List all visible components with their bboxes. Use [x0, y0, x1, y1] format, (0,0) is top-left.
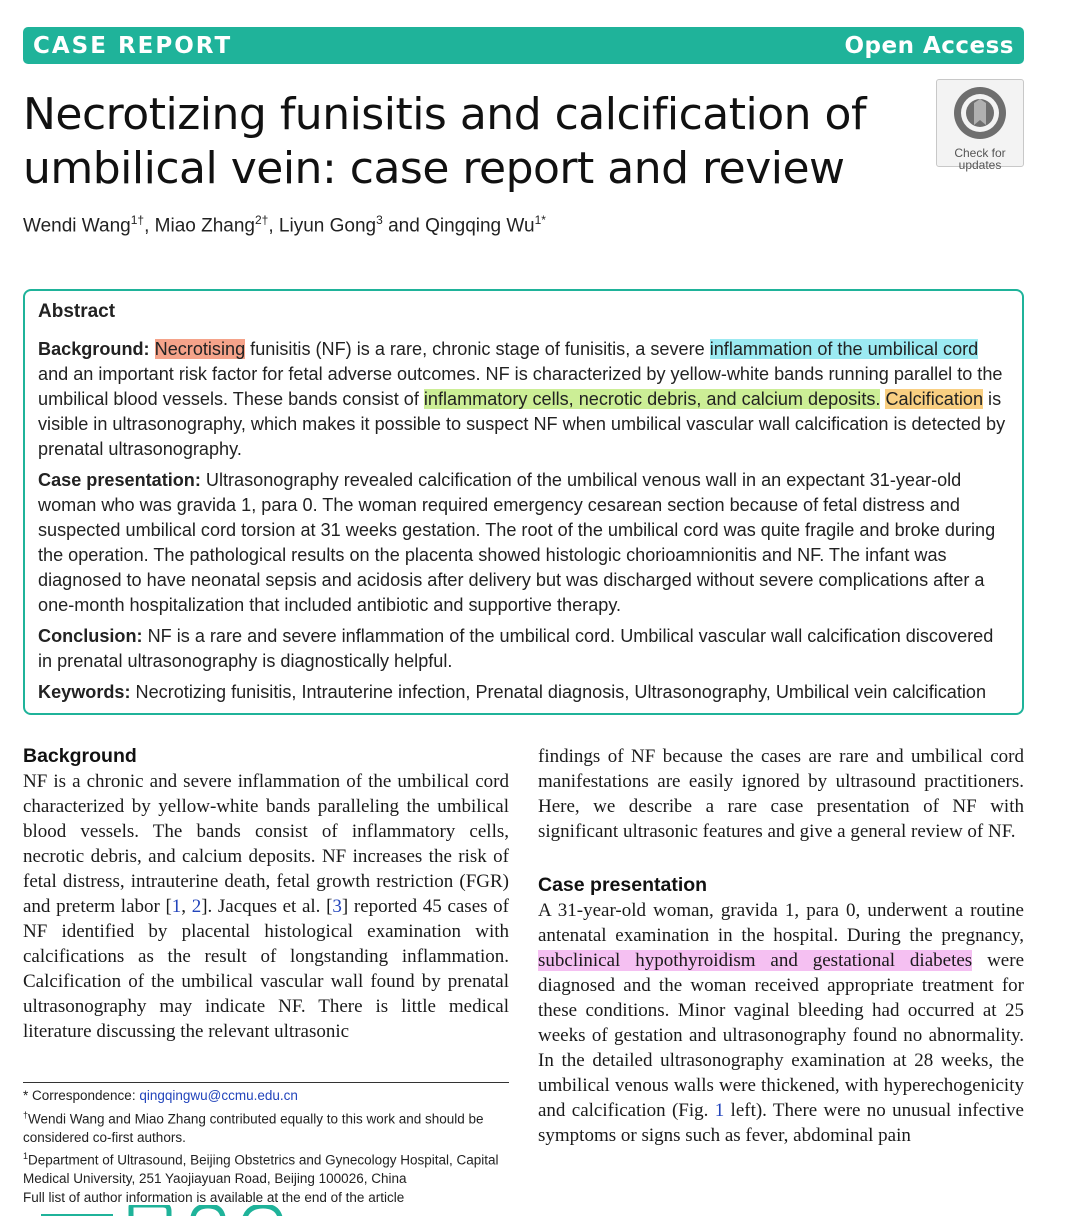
highlight: inflammation of the umbilical cord: [709, 339, 979, 359]
section-heading-case-presentation: Case presentation: [538, 874, 708, 896]
author-affiliation: 3: [376, 213, 383, 227]
author-affiliation: 1†: [130, 213, 145, 227]
citation-link[interactable]: 3: [332, 896, 342, 917]
footnotes: [23, 1082, 509, 1207]
article-type-banner: [23, 27, 1024, 64]
affiliation-note: $^1$Department of Ultrasound, Beijing Obstetrics and Gynecology Hospital, Capital Medical University, 251 Yaojiayuan Road, Beijing 100026, China: [23, 1151, 499, 1186]
abstract-background: Background: Necrotising funisitis (NF) is a rare, chronic stage of funisitis, a severe inflammation of the umbilical cord and an important risk factor for fetal adverse outcomes. NF is characterized by yellow-white bands running parallel to the umbilical blood vessels. These bands consist of inflammatory cells, necrotic debris, and calcium deposits. Calcification is visible in ultrasonography, which makes it possible to suspect NF when umbilical vascular wall calcification is detected by prenatal ultrasonography.: [38, 339, 1006, 459]
author: Wendi Wang: [23, 215, 131, 237]
author-list: Wendi Wang$^{1\dagger}$, Miao Zhang$^{2\dagger}$, Liyun Gong$^3$ and Qingqing $Wu^{1*}$: [23, 213, 546, 237]
highlight: Calcification: [885, 389, 984, 409]
section-heading-background: Background: [23, 745, 137, 767]
contribution-note: †Wendi Wang and Miao Zhang contributed equally to this work and should be considered co-first authors.: [23, 1109, 484, 1145]
correspondence-email-link[interactable]: qingqingwu@ccmu.edu.cn: [139, 1088, 298, 1103]
check-for-updates-button[interactable]: [936, 79, 1024, 172]
highlight: subclinical hypothyroidism and gestational diabetes: [538, 950, 973, 971]
correspondence-note: * Correspondence: qingqingwu@ccmu.edu.cn: [23, 1088, 298, 1103]
abstract-heading: Abstract: [38, 301, 116, 322]
abstract-conclusion: Conclusion: NF is a rare and severe inflammation of the umbilical cord. Umbilical vascular wall calcification discovered in prenatal ultrasonography is diagnostically helpful.: [38, 626, 994, 671]
author: Qingqing Wu: [425, 215, 535, 237]
article-title: Necrotizing funisitis and calcification of umbilical vein: case report and review: [23, 89, 866, 194]
figure-link[interactable]: 1: [714, 1100, 725, 1121]
case-report-label: CASE REPORT: [33, 32, 233, 59]
abstract-box: [23, 289, 1024, 715]
background-paragraph-continued: findings of NF because the cases are rare and umbilical cord manifestations are easily ignored by ultrasound practitioners. Here, we describe a rare case presentation of NF with significant ultrasonic features and give a general review of NF.: [538, 746, 1024, 842]
check-updates-icon: [952, 85, 1008, 141]
left-column: [23, 744, 509, 1044]
author-info-note: Full list of author information is available at the end of the article: [23, 1189, 405, 1205]
case-presentation-paragraph: A 31-year-old woman, gravida 1, para 0, underwent a routine antenatal examination in the hospital. During the pregnancy, subclinical hypothyroidism and gestational diabetes were diagnosed and the woman received appropriate treatment for these conditions. Minor vaginal bleeding had occurred at 25 weeks of gestation and ultrasonography found no abnormality. In the detailed ultrasonography examination at 28 weeks, the umbilical venous walls were thickened, with hyperechogenicity and calcification (Fig. 1 left). There were no unusual infective symptoms or signs such as fever, abdominal pain: [538, 900, 1025, 1146]
author: Liyun Gong: [278, 215, 377, 237]
highlight: Necrotising: [154, 339, 246, 359]
right-column: [538, 744, 1024, 1148]
abstract-case-presentation: Case presentation: Ultrasonography revealed calcification of the umbilical venous wall in an expectant 31-year-old woman who was gravida 1, para 0. The woman required emergency cesarean section because of fetal distress and suspected umbilical cord torsion at 31 weeks gestation. The root of the umbilical cord was quite fragile and broke during the operation. The pathological results on the placenta showed histologic chorioamnionitis and NF. The infant was diagnosed to have neonatal sepsis and acidosis after delivery but was discharged without severe complications after a one-month hospitalization that included antibiotic and supportive therapy.: [38, 470, 996, 615]
citation-link[interactable]: 1: [171, 896, 182, 917]
publisher-logo-graphic: [23, 1205, 323, 1216]
citation-link[interactable]: 2: [191, 896, 202, 917]
publisher-logo: [23, 1204, 323, 1216]
author-affiliation: 1*: [534, 213, 546, 227]
highlight: inflammatory cells, necrotic debris, and calcium deposits.: [423, 389, 881, 409]
open-access-label: Open Access: [844, 32, 1014, 59]
abstract-keywords: Keywords: Necrotizing funisitis, Intrauterine infection, Prenatal diagnosis, Ultrasonography, Umbilical vein calcification: [38, 682, 987, 702]
check-updates-text: Check for updates: [954, 146, 1006, 172]
author-affiliation: 2†: [255, 213, 269, 227]
background-paragraph: NF is a chronic and severe inflammation of the umbilical cord characterized by yellow-white bands paralleling the umbilical blood vessels. The bands consist of inflammatory cells, necrotic debris, and calcium deposits. NF increases the risk of fetal distress, intrauterine death, fetal growth restriction (FGR) and preterm labor [1, 2]. Jacques et al. [3] reported 45 cases of NF identified by placental histological examination with calcifications as the result of longstanding inflammation. Calcification of the umbilical vascular wall found by prenatal ultrasonography may indicate NF. There is little medical literature discussing the relevant ultrasonic: [23, 771, 509, 1042]
author: Miao Zhang: [154, 215, 255, 237]
